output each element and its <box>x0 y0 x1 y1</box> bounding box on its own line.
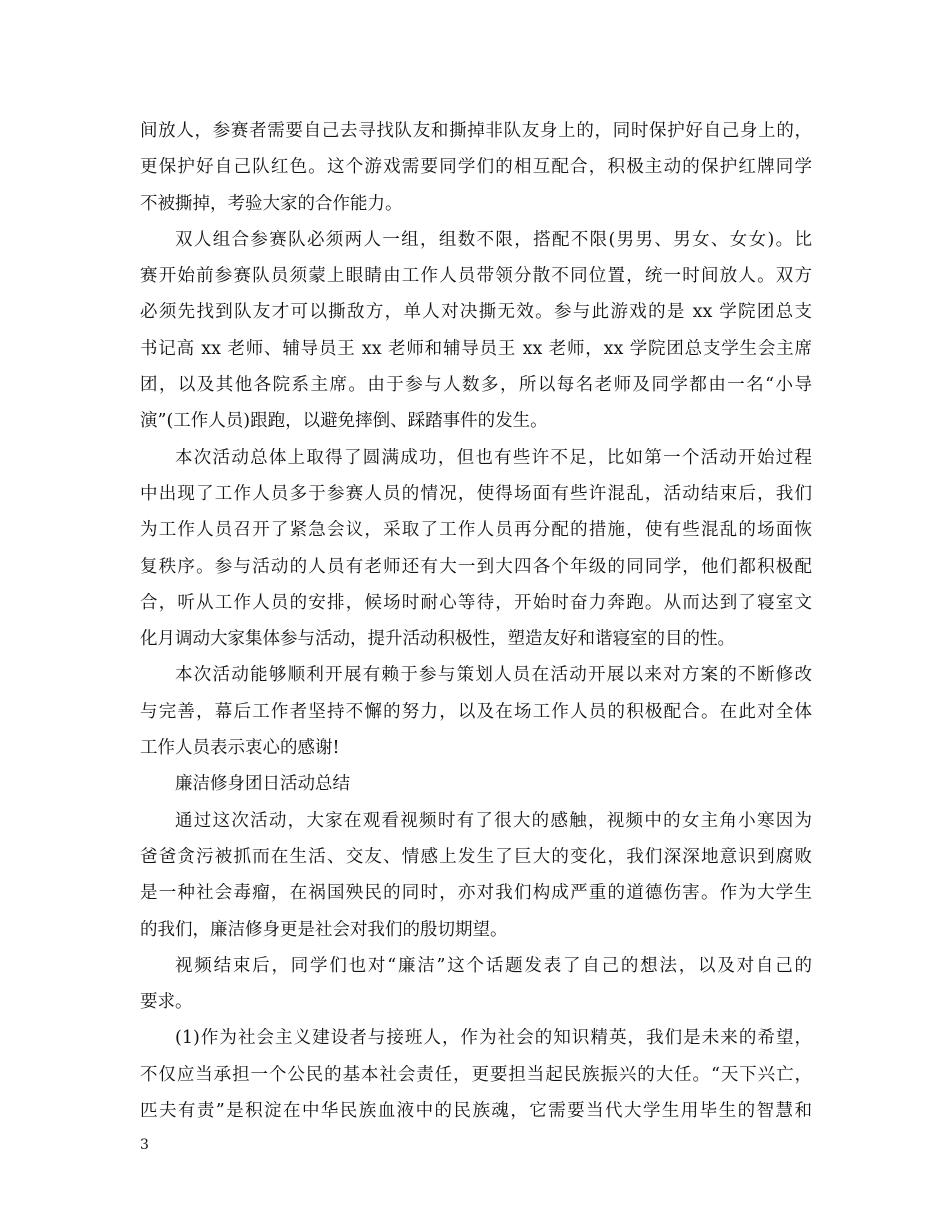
text-line: 更保护好自己队红色。这个游戏需要同学们的相互配合，积极主动的保护红牌同学 <box>140 157 812 178</box>
text-line: 廉洁修身团日活动总结 <box>175 774 350 795</box>
text-line: 不仅应当承担一个公民的基本社会责任，更要担当起民族振兴的大任。“天下兴亡， <box>140 1064 812 1085</box>
body-text <box>140 113 812 1129</box>
text-line: 合，听从工作人员的安排，候场时耐心等待，开始时奋力奔跑。从而达到了寝室文 <box>140 592 812 613</box>
text-line: 赛开始前参赛队员须蒙上眼睛由工作人员带领分散不同位置，统一时间放人。双方 <box>140 266 812 287</box>
text-line: 要求。 <box>140 992 193 1013</box>
text-line: 是一种社会毒瘤，在祸国殃民的同时，亦对我们构成严重的道德伤害。作为大学生 <box>140 883 812 904</box>
text-line: 团，以及其他各院系主席。由于参与人数多，所以每名老师及同学都由一名“小导 <box>140 375 812 396</box>
text-line: 复秩序。参与活动的人员有老师还有大一到大四各个年级的同同学，他们都积极配 <box>140 556 812 577</box>
text-line: 本次活动能够顺利开展有赖于参与策划人员在活动开展以来对方案的不断修改 <box>175 665 812 686</box>
text-line: 双人组合参赛队必须两人一组，组数不限，搭配不限(男男、男女、女女)。比 <box>175 229 812 250</box>
text-line: 中出现了工作人员多于参赛人员的情况，使得场面有些许混乱，活动结束后，我们 <box>140 483 812 504</box>
text-line: 与完善，幕后工作者坚持不懈的努力，以及在场工作人员的积极配合。在此对全体 <box>140 701 812 722</box>
text-line: (1)作为社会主义建设者与接班人，作为社会的知识精英，我们是未来的希望， <box>175 1028 812 1049</box>
text-line: 工作人员表示衷心的感谢! <box>140 738 340 759</box>
text-line: 爸爸贪污被抓而在生活、交友、情感上发生了巨大的变化，我们深深地意识到腐败 <box>140 846 812 867</box>
text-line: 书记高 xx 老师、辅导员王 xx 老师和辅导员王 xx 老师，xx 学院团总支学生会主席 <box>140 338 812 359</box>
text-line: 匹夫有责”是积淀在中华民族血液中的民族魂，它需要当代大学生用毕生的智慧和 <box>140 1101 812 1122</box>
text-line: 通过这次活动，大家在观看视频时有了很大的感触，视频中的女主角小寒因为 <box>175 810 812 831</box>
text-line: 的我们，廉洁修身更是社会对我们的殷切期望。 <box>140 919 508 940</box>
page-number: 3 <box>140 1137 149 1153</box>
text-line: 化月调动大家集体参与活动，提升活动积极性，塑造友好和谐寝室的目的性。 <box>140 629 735 650</box>
text-line: 演”(工作人员)跟跑，以避免摔倒、踩踏事件的发生。 <box>140 411 548 432</box>
text-line: 必须先找到队友才可以撕敌方，单人对决撕无效。参与此游戏的是 xx 学院团总支 <box>140 302 812 323</box>
text-line: 间放人，参赛者需要自己去寻找队友和撕掉非队友身上的，同时保护好自己身上的， <box>140 121 812 141</box>
text-line: 本次活动总体上取得了圆满成功，但也有些许不足，比如第一个活动开始过程 <box>175 447 812 468</box>
text-line: 为工作人员召开了紧急会议，采取了工作人员再分配的措施，使有些混乱的场面恢 <box>140 520 812 541</box>
text-line: 不被撕掉，考验大家的合作能力。 <box>140 193 403 214</box>
text-line: 视频结束后，同学们也对“廉洁”这个话题发表了自己的想法，以及对自己的 <box>175 955 812 976</box>
